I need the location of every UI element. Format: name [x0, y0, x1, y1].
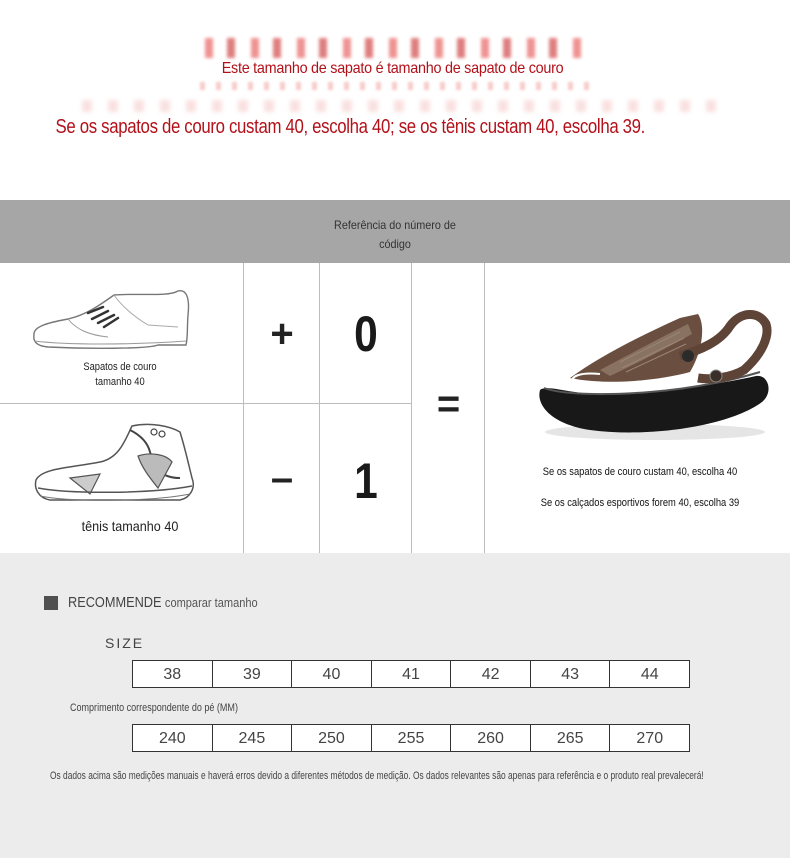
size-label: SIZE	[105, 635, 145, 651]
length-cell: 245	[213, 725, 293, 751]
equals-sign: =	[436, 382, 461, 426]
leather-shoe-caption: Sapatos de couro tamanho 40	[83, 361, 157, 388]
grid-line	[319, 263, 320, 553]
faded-heading-decoration	[82, 100, 722, 112]
sandal-image	[530, 306, 775, 446]
length-cell: 255	[372, 725, 452, 751]
size-cell: 38	[133, 661, 213, 687]
measurement-disclaimer: Os dados acima são medições manuais e haverá erros devido a diferentes métodos de medição. Os dados relevantes são apenas para referência e o produto real prevalecerá!	[50, 770, 704, 782]
sneaker-caption: tênis tamanho 40	[81, 518, 179, 534]
length-cell: 260	[451, 725, 531, 751]
size-chart-heading	[68, 594, 258, 611]
length-cell: 250	[292, 725, 372, 751]
foot-length-row	[132, 724, 690, 752]
plus-sign: +	[270, 312, 294, 356]
size-cell: 42	[451, 661, 531, 687]
faded-heading-decoration	[205, 38, 585, 58]
sneaker-offset-value: 1	[354, 453, 378, 509]
notice-line-2: Se os sapatos de couro custam 40, escolha 40; se os tênis custam 40, escolha 39.	[55, 116, 646, 138]
size-cell: 43	[531, 661, 611, 687]
faded-heading-decoration	[200, 82, 600, 90]
result-line-1: Se os sapatos de couro custam 40, escolha 40	[542, 466, 738, 478]
leather-offset-value: 0	[354, 306, 378, 362]
length-cell: 270	[636, 730, 664, 747]
size-chart-subheading: comparar tamanho	[164, 595, 258, 610]
square-bullet-icon	[44, 596, 58, 610]
reference-title: Referência do número de código	[334, 218, 456, 251]
size-cell: 40	[292, 661, 372, 687]
grid-line	[243, 263, 244, 553]
length-cell: 240	[133, 725, 213, 751]
leather-shoe-icon	[28, 285, 198, 360]
size-cell: 44	[640, 666, 659, 683]
result-line-2: Se os calçados esportivos forem 40, escolha 39	[540, 497, 740, 509]
size-cell: 41	[372, 661, 452, 687]
minus-sign: –	[270, 456, 294, 500]
grid-line	[0, 403, 411, 404]
size-chart-heading-text: RECOMMENDE	[68, 594, 162, 611]
sneaker-icon	[30, 418, 200, 508]
size-row	[132, 660, 690, 688]
foot-length-label: Comprimento correspondente do pé (MM)	[70, 702, 238, 714]
size-cell: 39	[213, 661, 293, 687]
length-cell: 265	[531, 725, 611, 751]
notice-line-1: Este tamanho de sapato é tamanho de sapato de couro	[221, 60, 564, 77]
